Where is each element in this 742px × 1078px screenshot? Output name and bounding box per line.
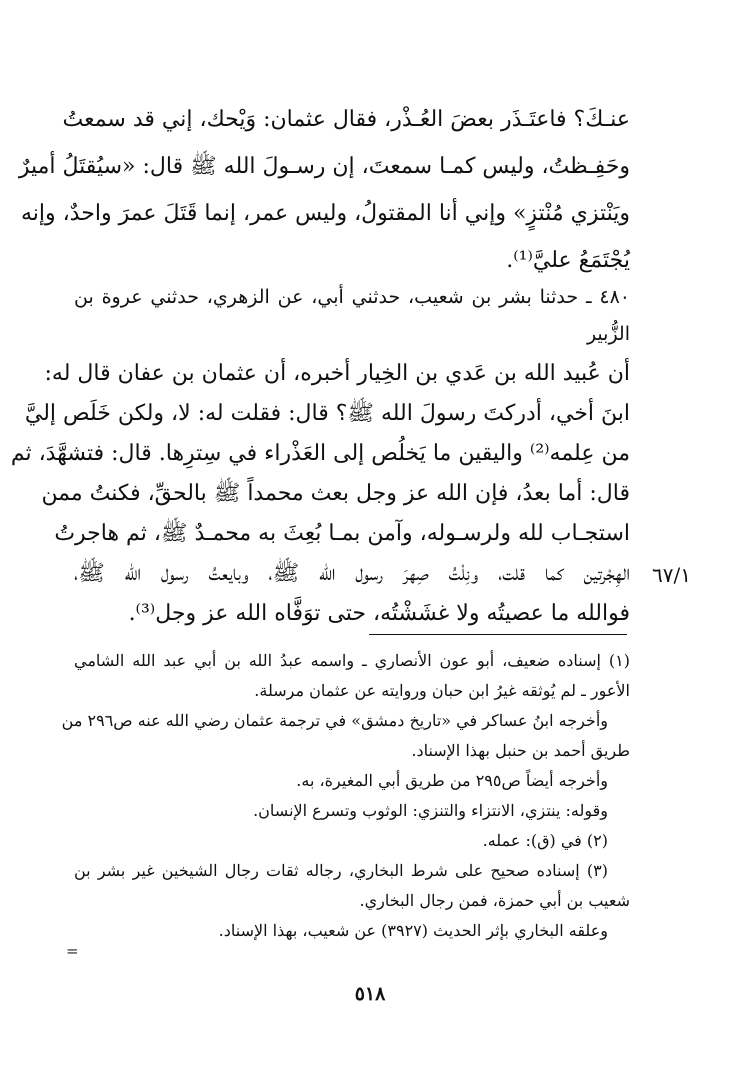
edge-mark: = bbox=[66, 942, 79, 960]
text-line: ٤٨٠ ـ حدثنا بشر بن شعيب، حدثني أبي، عن الزهري، حدثني عروة بن bbox=[74, 286, 630, 308]
text-line: عنـكَ؟ فاعتَـذَر بعضَ العُـذْر، فقال عثمان: وَيْحك، إني قد سمعتُ bbox=[62, 107, 630, 132]
text-line: استجـاب لله ولرسـوله، وآمن بمـا بُعِثَ به محمـدٌ ﷺ، ثم هاجرتُ bbox=[54, 521, 630, 546]
text-line: ويَنْتزي مُنْتزٍ» وإني أنا المقتولُ، وليس عمر، إنما قَتَلَ عمرَ واحدٌ، وإنه bbox=[20, 201, 630, 226]
text-line: الهِجْرتين كما قلت، ونِلْتُ صِهرَ رسول الله ﷺ، وبايعتُ رسول الله ﷺ، bbox=[74, 561, 630, 586]
text-line: يُجْتَمَعُ عليَّ⁽¹⁾. bbox=[506, 248, 630, 273]
text-line: ابنَ أخي، أدركتَ رسولَ الله ﷺ؟ قال: فقلت له: لا، ولكن خَلَص إليَّ bbox=[24, 401, 630, 426]
margin-reference: ٦٧/١ bbox=[652, 563, 691, 587]
text-line: قال: أما بعدُ، فإن الله عز وجل بعث محمداً ﷺ بالحقِّ، فكنتُ ممن bbox=[41, 481, 630, 506]
main-text-paragraph-2 bbox=[10, 354, 630, 634]
footnote-line: الأعور ـ لم يُوثقه غيرُ ابن حبان وروايته عن عثمان مرسلة. bbox=[254, 681, 630, 700]
footnotes bbox=[61, 646, 630, 946]
footnote-line: وقوله: ينتزي، الانتزاء والتنزي: الوثوب وتسرع الإنسان. bbox=[253, 801, 608, 820]
text-line: وحَفِـظتُ، وليس كمـا سمعتَ، إن رسـولَ الله ﷺ قال: «سيُقتَلُ أميرٌ bbox=[18, 154, 630, 179]
text-line: فوالله ما عصيتُه ولا غشَشْتُه، حتى توَفَّاه الله عز وجل⁽³⁾. bbox=[128, 601, 630, 626]
footnote-line: وأخرجه ابنُ عساكر في «تاريخ دمشق» في ترجمة عثمان رضي الله عنه ص٢٩٦ من bbox=[61, 711, 608, 730]
main-text-paragraph-1 bbox=[18, 96, 630, 284]
hadith-chain-480 bbox=[74, 279, 630, 353]
footnote-line: (١) إسناده ضعيف، أبو عون الأنصاري ـ واسمه عبدُ الله بن أبي عبد الله الشامي bbox=[74, 651, 630, 670]
footnote-line: شعيب بن أبي حمزة، فمن رجال البخاري. bbox=[359, 891, 630, 910]
footnote-line: وعلقه البخاري بإثر الحديث (٣٩٢٧) عن شعيب، بهذا الإسناد. bbox=[218, 921, 608, 940]
text-line: الزُّبير bbox=[586, 323, 630, 345]
footnote-line: طريق أحمد بن حنبل بهذا الإسناد. bbox=[411, 741, 630, 760]
footnote-line: وأخرجه أيضاً ص٢٩٥ من طريق أبي المغيرة، به. bbox=[296, 771, 608, 790]
footnote-divider bbox=[369, 634, 627, 635]
text-line: من عِلمه⁽²⁾ واليقين ما يَخلُص إلى العَذْراء في سِترِها. قال: فتشهَّدَ، ثم bbox=[10, 441, 630, 466]
footnote-line: (٢) في (ق): عمله. bbox=[482, 831, 608, 850]
text-line: أن عُبيد الله بن عَدي بن الخِيار أخبره، أن عثمان بن عفان قال له: bbox=[44, 361, 630, 386]
page-number: ٥١٨ bbox=[354, 983, 386, 1005]
footnote-line: (٣) إسناده صحيح على شرط البخاري، رجاله ثقات رجال الشيخين غير بشر بن bbox=[74, 861, 608, 880]
